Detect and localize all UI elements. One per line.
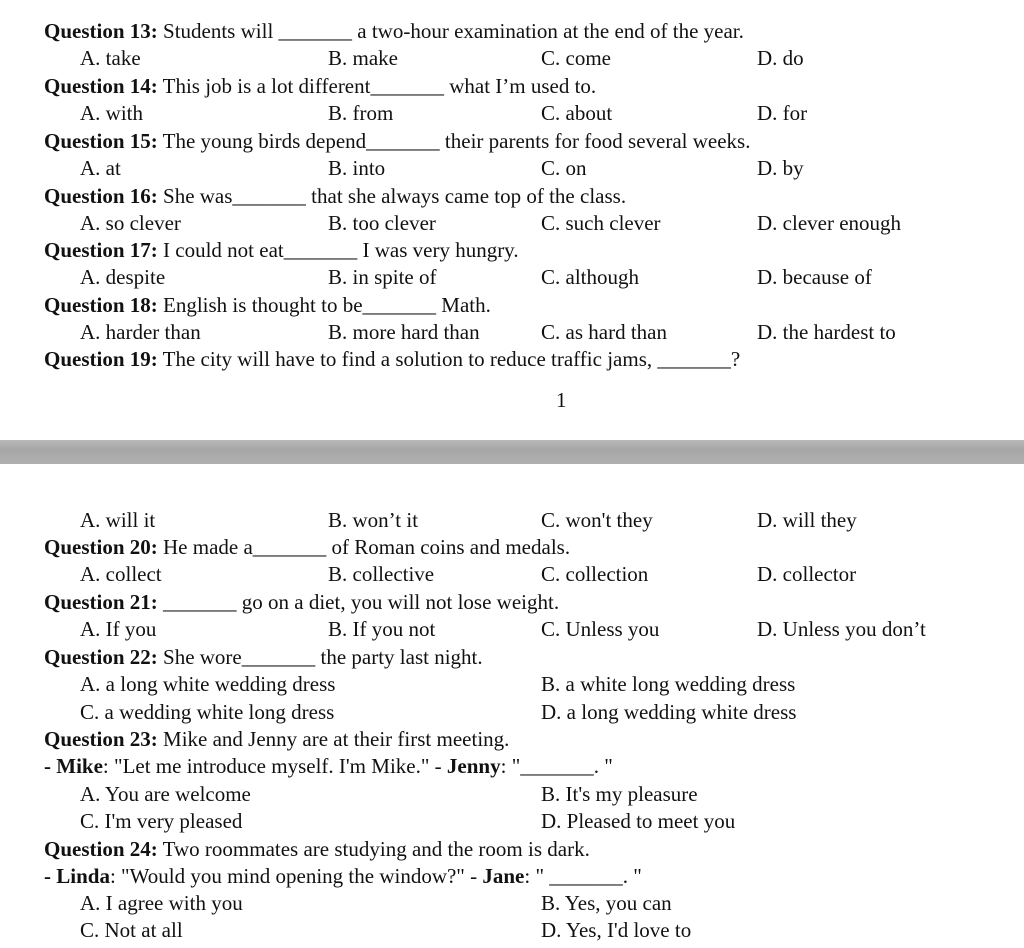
question-18: [44, 292, 491, 319]
question-text: English is thought to be_______ Math.: [163, 293, 491, 317]
question-text: This job is a lot different_______ what I’m used to.: [162, 74, 597, 98]
option-a: A. harder than: [80, 320, 201, 344]
question-label: Question 18:: [44, 293, 158, 317]
page-1: [0, 0, 1024, 440]
option-a: A. take: [80, 46, 141, 70]
question-21: [44, 589, 559, 616]
question-24: [44, 836, 590, 863]
question-16: [44, 183, 626, 210]
question-label: Question 24:: [44, 837, 158, 861]
question-23: [44, 726, 509, 753]
option-a: A. collect: [80, 562, 162, 586]
option-b: B. If you not: [328, 617, 436, 641]
question-label: Question 22:: [44, 645, 158, 669]
dialogue-text: : " _______. ": [524, 864, 642, 888]
dialogue-text: : "Let me introduce myself. I'm Mike." -: [102, 754, 447, 778]
option-d: D. Unless you don’t: [757, 617, 926, 641]
option-b: B. more hard than: [328, 320, 480, 344]
option-b: B. a white long wedding dress: [541, 672, 796, 696]
page-2: [0, 464, 1024, 948]
option-b: B. too clever: [328, 211, 436, 235]
dialogue-line: [44, 863, 642, 890]
question-label: Question 23:: [44, 727, 158, 751]
page-number: 1: [556, 388, 567, 412]
option-c: C. about: [541, 101, 613, 125]
question-text: Mike and Jenny are at their first meeting.: [163, 727, 510, 751]
question-text: I could not eat_______ I was very hungry.: [163, 238, 519, 262]
option-a: A. with: [80, 101, 143, 125]
question-14: [44, 73, 596, 100]
option-d: D. the hardest to: [757, 320, 896, 344]
question-text: _______ go on a diet, you will not lose weight.: [163, 590, 560, 614]
option-d: D. Yes, I'd love to: [541, 918, 692, 942]
option-d: D. because of: [757, 265, 872, 289]
option-c: C. come: [541, 46, 611, 70]
dialogue-line: [44, 753, 613, 780]
option-d: D. collector: [757, 562, 857, 586]
question-13: [44, 18, 744, 45]
option-b: B. Yes, you can: [541, 891, 672, 915]
question-text: The city will have to find a solution to reduce traffic jams, _______?: [162, 347, 741, 371]
speaker-name: Jenny: [446, 754, 501, 778]
option-a: A. I agree with you: [80, 891, 243, 915]
option-b: B. It's my pleasure: [541, 782, 698, 806]
option-c: C. as hard than: [541, 320, 667, 344]
question-20: [44, 534, 570, 561]
option-a: A. at: [80, 156, 121, 180]
option-c: C. such clever: [541, 211, 661, 235]
option-c: C. a wedding white long dress: [80, 700, 335, 724]
option-c: C. won't they: [541, 508, 653, 532]
option-b: B. in spite of: [328, 265, 437, 289]
option-a: A. will it: [80, 508, 156, 532]
option-c: C. on: [541, 156, 587, 180]
option-b: B. into: [328, 156, 386, 180]
option-c: C. Unless you: [541, 617, 660, 641]
speaker-name: - Mike: [44, 754, 103, 778]
dialogue-text: : "_______. ": [500, 754, 613, 778]
question-19: [44, 346, 740, 373]
question-label: Question 14:: [44, 74, 158, 98]
question-17: [44, 237, 519, 264]
question-text: Students will _______ a two-hour examination at the end of the year.: [163, 19, 744, 43]
option-c: C. collection: [541, 562, 649, 586]
question-text: She wore_______ the party last night.: [163, 645, 483, 669]
option-d: D. will they: [757, 508, 857, 532]
option-d: D. for: [757, 101, 808, 125]
question-text: Two roommates are studying and the room is dark.: [162, 837, 590, 861]
option-b: B. won’t it: [328, 508, 419, 532]
option-b: B. make: [328, 46, 398, 70]
question-label: Question 17:: [44, 238, 158, 262]
option-d: D. a long wedding white dress: [541, 700, 797, 724]
question-label: Question 13:: [44, 19, 158, 43]
option-b: B. from: [328, 101, 394, 125]
dialogue-text: : "Would you mind opening the window?" -: [109, 864, 483, 888]
question-text: The young birds depend_______ their parents for food several weeks.: [162, 129, 751, 153]
option-c: C. I'm very pleased: [80, 809, 243, 833]
option-b: B. collective: [328, 562, 435, 586]
option-a: A. despite: [80, 265, 166, 289]
option-a: A. a long white wedding dress: [80, 672, 336, 696]
page-divider: [0, 440, 1024, 464]
question-15: [44, 128, 750, 155]
question-label: Question 21:: [44, 590, 158, 614]
speaker-name: - Linda: [44, 864, 110, 888]
question-text: He made a_______ of Roman coins and medals.: [163, 535, 571, 559]
question-22: [44, 644, 483, 671]
question-text: She was_______ that she always came top of the class.: [163, 184, 627, 208]
question-label: Question 19:: [44, 347, 158, 371]
speaker-name: Jane: [482, 864, 525, 888]
option-d: D. Pleased to meet you: [541, 809, 736, 833]
question-label: Question 20:: [44, 535, 158, 559]
option-d: D. do: [757, 46, 804, 70]
option-a: A. so clever: [80, 211, 181, 235]
option-d: D. by: [757, 156, 804, 180]
option-a: A. You are welcome: [80, 782, 251, 806]
option-c: C. although: [541, 265, 639, 289]
option-d: D. clever enough: [757, 211, 902, 235]
option-a: A. If you: [80, 617, 157, 641]
question-label: Question 16:: [44, 184, 158, 208]
question-label: Question 15:: [44, 129, 158, 153]
option-c: C. Not at all: [80, 918, 183, 942]
